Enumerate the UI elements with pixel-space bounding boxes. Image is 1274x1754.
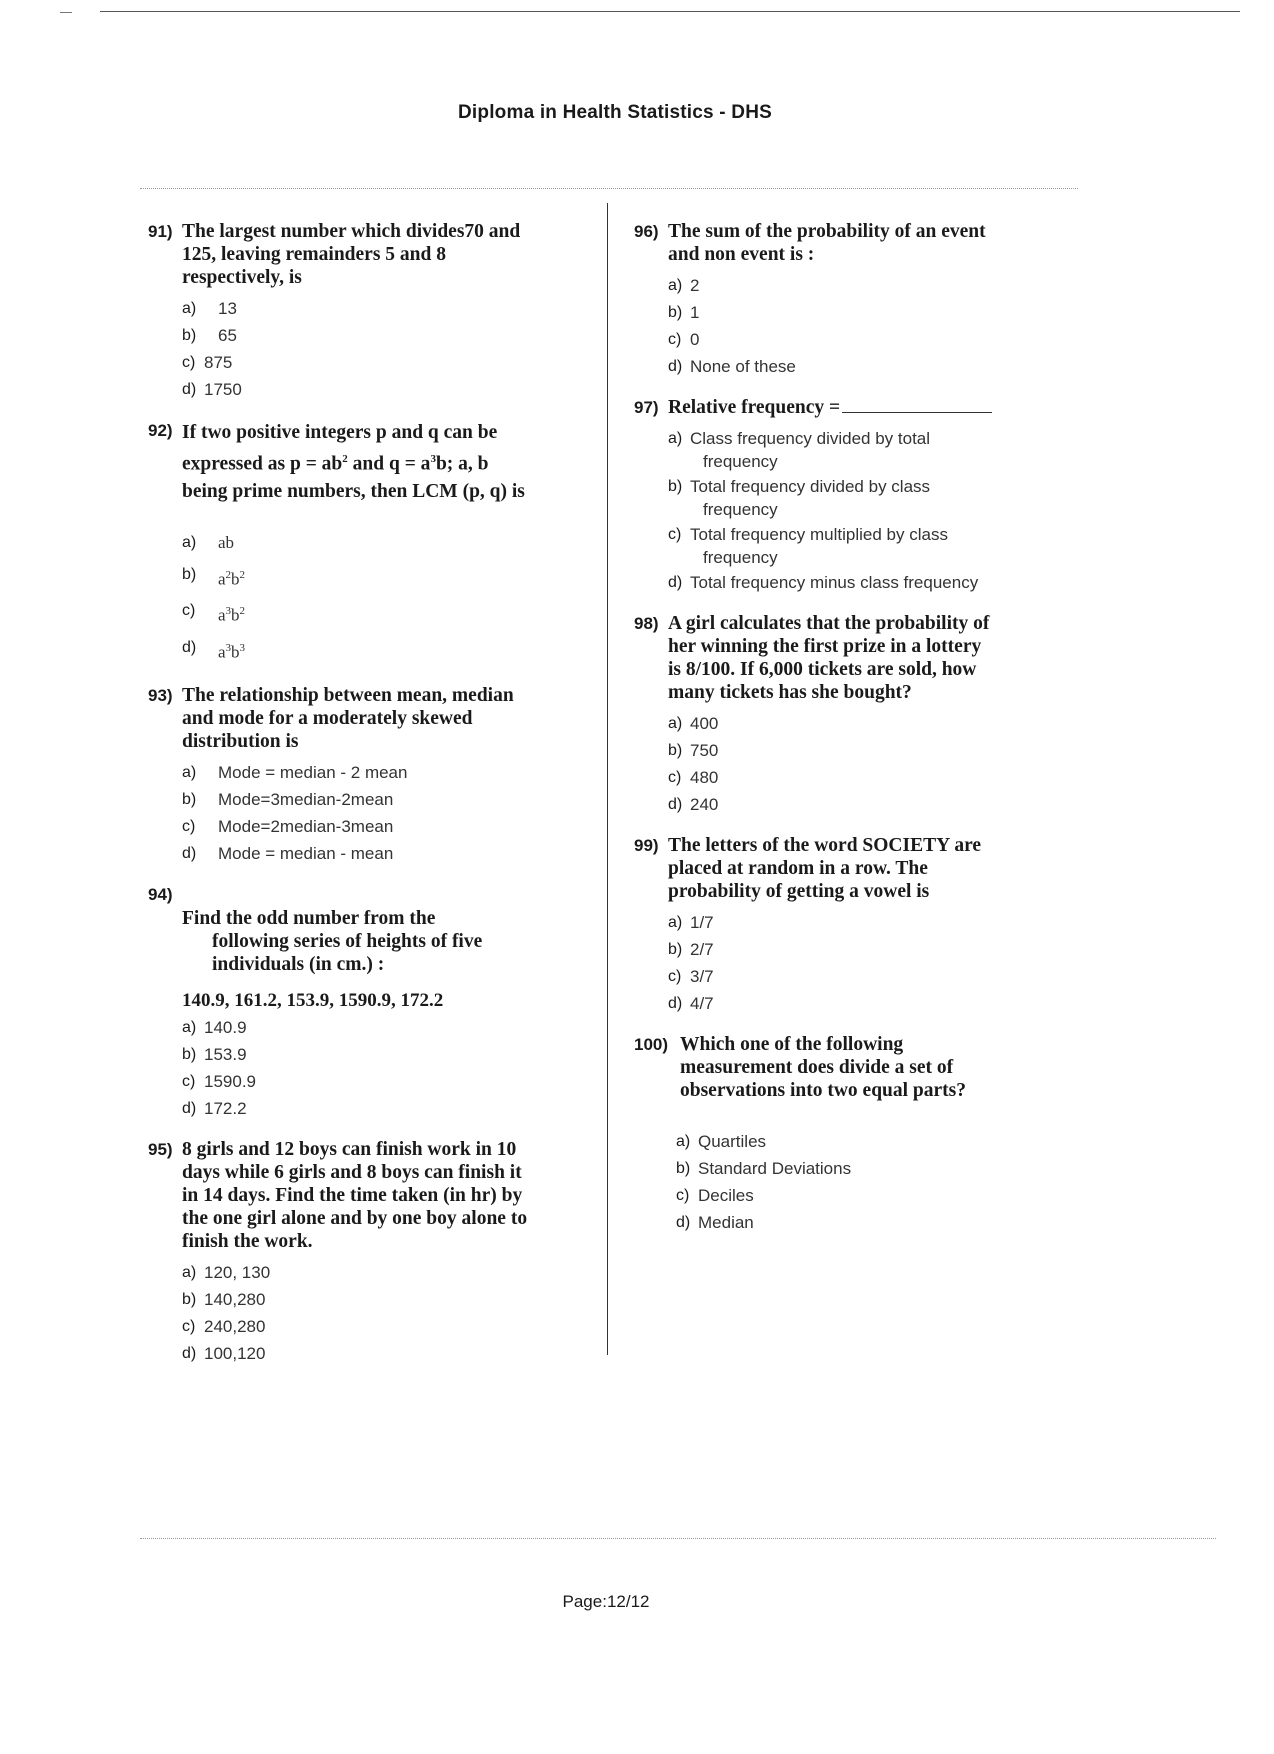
question-number: 100) <box>634 1035 669 1054</box>
question-text: The relationship between mean, median and mode for a moderately skewed distribution is <box>182 685 514 753</box>
question-91 <box>148 220 588 403</box>
option-d[interactable]: d) 100,120 <box>182 1344 266 1364</box>
question-text: The largest number which divides70 and 125, leaving remainders 5 and 8 respectively, is <box>182 221 521 288</box>
option-b[interactable]: b) Standard Deviations <box>676 1159 852 1178</box>
footer-rule <box>140 1538 1216 1539</box>
question-number: 95) <box>148 1140 173 1160</box>
option-b[interactable]: b) 1 <box>668 303 700 322</box>
option-d[interactable]: d) 4/7 <box>668 994 714 1013</box>
option-b[interactable]: b) 153.9 <box>182 1045 247 1065</box>
question-number: 94) <box>148 885 173 905</box>
question-92 <box>148 419 588 668</box>
option-a[interactable]: a) 13 <box>182 299 237 318</box>
options-list <box>668 710 1034 818</box>
option-b[interactable]: b) Mode=3median-2mean <box>182 790 394 810</box>
options-list <box>182 759 588 867</box>
option-c[interactable]: c) $a^3b^2$ <box>182 602 246 625</box>
scan-mark <box>60 12 72 13</box>
question-number: 99) <box>634 836 659 855</box>
question-99 <box>634 834 1034 1017</box>
option-a[interactable]: a) Class frequency divided by total frequency <box>668 429 931 471</box>
options-list <box>668 425 1034 596</box>
question-text: 8 girls and 12 boys can finish work in 10 days while 6 girls and 8 boys can finish it in 14 days. Find the time taken (in hr) by the one girl alone and by one boy alone to finish the work. <box>182 1139 528 1253</box>
option-d[interactable]: d) $a^3b^3$ <box>182 638 246 662</box>
option-c[interactable]: c) Deciles <box>676 1186 754 1205</box>
option-a[interactable]: a) 2 <box>668 276 700 295</box>
question-94 <box>148 883 588 1122</box>
question-100 <box>634 1033 1034 1236</box>
option-b[interactable]: b) Total frequency divided by class frequency <box>668 477 931 519</box>
answer-blank <box>842 412 992 413</box>
option-a[interactable]: a) Mode = median - 2 mean <box>182 763 408 783</box>
page-number: Page:12/12 <box>562 1592 650 1611</box>
option-c[interactable]: c) 875 <box>182 353 233 372</box>
question-number: 97) <box>634 398 659 417</box>
question-text: Relative frequency = <box>668 396 1034 419</box>
option-b[interactable]: b) $a^2b^2$ <box>182 565 246 589</box>
question-number: 98) <box>634 614 659 633</box>
question-number: 92) <box>148 421 173 440</box>
height-series: 140.9, 161.2, 153.9, 1590.9, 172.2 <box>182 990 444 1012</box>
option-d[interactable]: d) Mode = median - mean <box>182 844 394 864</box>
question-text: The letters of the word SOCIETY are placed at random in a row. The probability of getting a vowel is <box>668 835 982 902</box>
question-text: A girl calculates that the probability of her winning the first prize in a lottery is 8/100. If 6,000 tickets are sold, how many tickets has she bought? <box>668 613 990 703</box>
left-column <box>148 220 588 1383</box>
options-list <box>182 527 588 669</box>
options-list <box>668 272 1034 380</box>
question-97 <box>634 396 1034 596</box>
options-list <box>676 1128 1034 1236</box>
option-c[interactable]: c) 240,280 <box>182 1317 266 1337</box>
option-d[interactable]: d) Total frequency minus class frequency <box>668 573 979 592</box>
option-a[interactable]: a) 120, 130 <box>182 1263 271 1283</box>
question-96 <box>634 220 1034 380</box>
right-column <box>634 220 1034 1252</box>
option-a[interactable]: a) 400 <box>668 714 719 733</box>
question-text: Which one of the following measurement does divide a set of observations into two equal parts? <box>680 1034 967 1101</box>
option-c[interactable]: c) 480 <box>668 768 719 787</box>
question-text: Find the odd number from the following series of heights of five individuals (in cm.) : <box>182 908 483 976</box>
option-b[interactable]: b) 65 <box>182 326 237 345</box>
option-d[interactable]: d) 240 <box>668 795 719 814</box>
question-number: 91) <box>148 222 173 241</box>
top-border-line <box>100 11 1240 12</box>
options-list <box>182 295 588 403</box>
options-list <box>668 909 1034 1017</box>
column-divider <box>607 203 608 1355</box>
option-d[interactable]: d) Median <box>676 1213 754 1232</box>
option-a[interactable]: a) ab <box>182 532 235 552</box>
option-b[interactable]: b) 750 <box>668 741 719 760</box>
option-c[interactable]: c) 1590.9 <box>182 1072 256 1092</box>
question-95 <box>148 1138 588 1367</box>
page-title: Diploma in Health Statistics - DHS <box>457 102 773 123</box>
question-text: The sum of the probability of an event and non event is : <box>668 221 986 265</box>
option-c[interactable]: c) Total frequency multiplied by class frequency <box>668 525 948 567</box>
question-98 <box>634 612 1034 818</box>
question-text: If two positive integers p and q can be expressed as $p = ab^2$ and $q = a^3b$; a, b being prime numbers, then LCM (p, q) is <box>182 422 525 502</box>
option-b[interactable]: b) 140,280 <box>182 1290 266 1310</box>
question-number: 93) <box>148 686 173 706</box>
option-a[interactable]: a) Quartiles <box>676 1132 767 1151</box>
option-d[interactable]: d) 1750 <box>182 380 242 399</box>
option-d[interactable]: d) 172.2 <box>182 1099 247 1119</box>
question-93 <box>148 684 588 867</box>
option-c[interactable]: c) 0 <box>668 330 700 349</box>
option-d[interactable]: d) None of these <box>668 357 796 376</box>
option-b[interactable]: b) 2/7 <box>668 940 714 959</box>
options-list <box>182 1259 588 1367</box>
option-a[interactable]: a) 140.9 <box>182 1018 247 1038</box>
option-c[interactable]: c) Mode=2median-3mean <box>182 817 394 837</box>
option-c[interactable]: c) 3/7 <box>668 967 714 986</box>
option-a[interactable]: a) 1/7 <box>668 913 714 932</box>
options-list <box>182 1014 588 1122</box>
header-rule <box>140 188 1078 189</box>
question-number: 96) <box>634 222 659 241</box>
